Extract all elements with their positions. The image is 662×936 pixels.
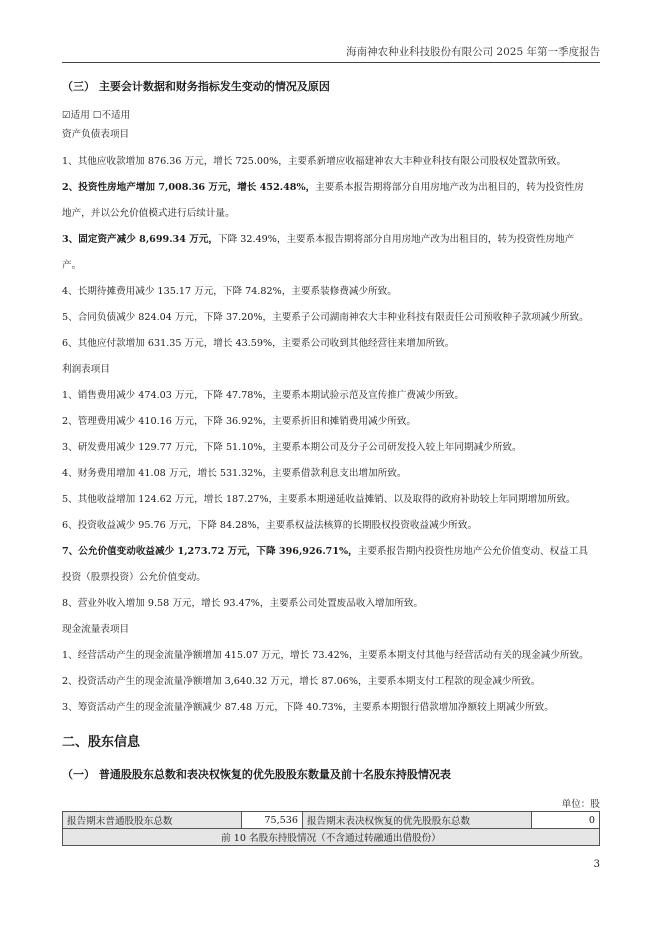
bs-item-4: 4、长期待摊费用减少 135.17 万元，下降 74.82%，主要系装修费减少所致。 [62,286,397,297]
is-item-7 [62,545,588,558]
header-divider [62,62,600,63]
is-item-7-bold: 7、公允价值变动收益减少 1,273.72 万元，下降 396,926.71%， [62,546,358,557]
preferred-shareholders-value: 0 [532,812,600,829]
is-item-5: 5、其他收益增加 124.62 万元，增长 187.27%，主要系本期递延收益摊销、以及取得的政府补助较上年同期增加所致。 [62,494,576,505]
common-shareholders-label: 报告期末普通股股东总数 [63,812,242,829]
unit-label: 单位：股 [561,799,600,810]
bs-item-6: 6、其他应付款增加 631.35 万元，增长 43.59%，主要系公司收到其他经营往来增加所致。 [62,338,455,349]
applicable-checkboxes: ☑适用 ☐不适用 [62,110,131,121]
cash-flow-title: 现金流量表项目 [62,624,130,635]
is-item-3: 3、研发费用减少 129.77 万元，下降 51.10%，主要系本期公司及分子公司研发投入较上年同期减少所致。 [62,442,522,453]
bs-item-2-rest: 主要系本报告期将部分自用房地产改为出租目的，转为投资性房 [315,182,584,193]
is-item-2: 2、管理费用减少 410.16 万元，下降 36.92%，主要系折旧和摊销费用减少所致。 [62,416,417,427]
is-item-7-cont: 投资（股票投资）公允价值变动。 [62,572,206,583]
shareholder-table-title: （一） 普通股股东总数和表决权恢复的优先股股东数量及前十名股东持股情况表 [62,768,451,781]
table-row [63,829,600,846]
shareholder-table [62,811,600,846]
cf-item-1: 1、经营活动产生的现金流量净额增加 415.07 万元，增长 73.42%，主要系本期支付其他与经营活动有关的现金减少所致。 [62,650,589,661]
bs-item-3-bold: 3、固定资产减少 8,699.34 万元， [62,234,219,245]
cf-item-3: 3、筹资活动产生的现金流量净额减少 87.48 万元，下降 40.73%，主要系本期银行借款增加净额较上期减少所致。 [62,702,554,713]
is-item-4: 4、财务费用增加 41.08 万元，增长 531.32%，主要系借款利息支出增加所致。 [62,468,407,479]
bs-item-3 [62,233,574,246]
cf-item-2: 2、投资活动产生的现金流量净额增加 3,640.32 万元，增长 87.06%，主要系本期支付工程款的现金减少所致。 [62,676,541,687]
bs-item-3-rest: 下降 32.49%，主要系本报告期将部分自用房地产改为出租目的，转为投资性房地产 [218,234,575,245]
table-row [63,812,600,829]
top10-header: 前 10 名股东持股情况（不含通过转融通出借股份） [63,829,600,846]
page-number: 3 [593,859,600,870]
section-title-changes: （三） 主要会计数据和财务指标发生变动的情况及原因 [62,80,330,93]
is-item-6: 6、投资收益减少 95.76 万元，下降 84.28%，主要系权益法核算的长期股权投资收益减少所致。 [62,520,478,531]
is-item-1: 1、销售费用减少 474.03 万元，下降 47.78%，主要系本期试验示范及宣传推广费减少所致。 [62,390,464,401]
bs-item-2 [62,181,584,194]
is-item-8: 8、营业外收入增加 9.58 万元，增长 93.47%，主要系公司处置废品收入增加所致。 [62,598,424,609]
common-shareholders-value: 75,536 [242,812,303,829]
income-statement-title: 利润表项目 [62,364,110,375]
is-item-7-rest: 主要系报告期内投资性房地产公允价值变动、权益工具 [357,546,588,557]
preferred-shareholders-label: 报告期末表决权恢复的优先股股东总数 [303,812,532,829]
shareholder-info-title: 二、股东信息 [62,735,141,750]
bs-item-1: 1、其他应收款增加 876.36 万元，增长 725.00%，主要系新增应收福建神农大丰种业科技有限公司股权处置款所致。 [62,156,567,167]
bs-item-2-bold: 2、投资性房地产增加 7,008.36 万元，增长 452.48%， [62,182,316,193]
bs-item-3-cont: 产。 [62,260,82,271]
bs-item-5: 5、合同负债减少 824.04 万元，下降 37.20%，主要系子公司湖南神农大丰种业科技有限责任公司预收种子款项减少所致。 [62,312,589,323]
balance-sheet-title: 资产负债表项目 [62,129,130,140]
bs-item-2-cont: 地产，并以公允价值模式进行后续计量。 [62,208,235,219]
page-header: 海南神农种业科技股份有限公司 2025 年第一季度报告 [346,46,600,58]
